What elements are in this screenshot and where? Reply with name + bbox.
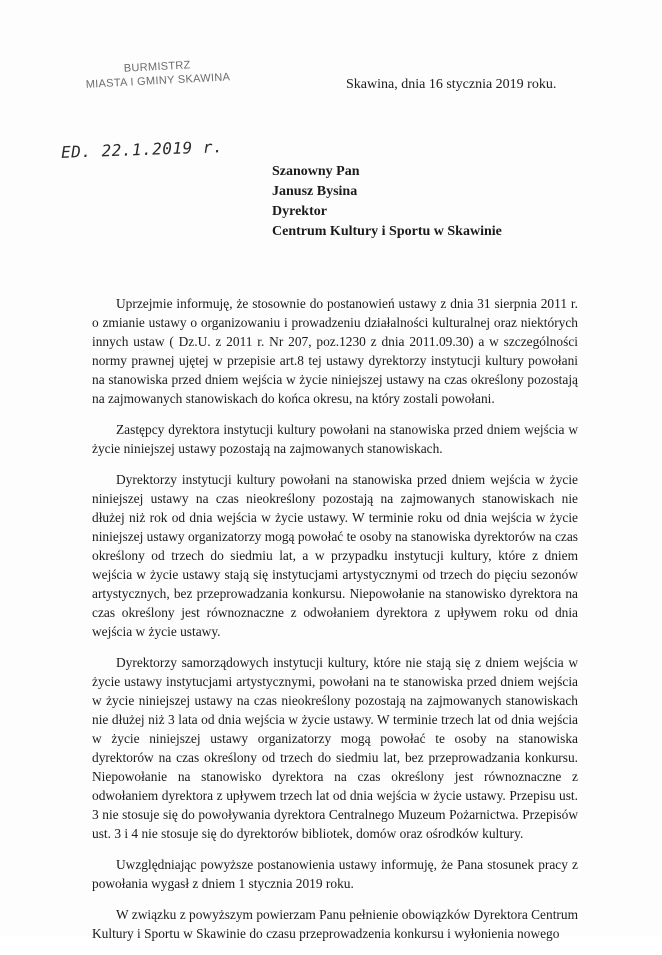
letter-body [92, 294, 578, 955]
paragraph: Zastępcy dyrektora instytucji kultury powołani na stanowiska przed dniem wejścia w życie niniejszej ustawy pozostają na zajmowanych stanowiskach. [92, 422, 578, 456]
addressee-institution: Centrum Kultury i Sportu w Skawinie [272, 224, 502, 239]
paragraph: W związku z powyższym powierzam Panu pełnienie obowiązków Dyrektora Centrum Kultury i Sportu w Skawinie do czasu przeprowadzenia konkursu i wyłonienia nowego [92, 907, 578, 941]
stamp-line-1: BURMISTRZ [123, 59, 191, 75]
paragraph: Uprzejmie informuję, że stosownie do postanowień ustawy z dnia 31 sierpnia 2011 r. o zmianie ustawy o organizowaniu i prowadzeniu działalności kulturalnej oraz niektórych innych ustaw ( Dz.U. z 2011 r. Nr 207, poz.1230 z dnia 2011.09.30) a w szczególności normy prawnej ujętej w przepisie art.8 tej ustawy dyrektorzy instytucji kultury powołani na stanowiska przed dniem wejścia w życie niniejszej ustawy na czas określony pozostają na zajmowanych stanowiskach do końca okresu, na który zostali powołani. [92, 296, 578, 406]
stamp-line-2: MIASTA I GMINY SKAWINA [85, 71, 231, 91]
handwritten-note: ED. 22.1.2019 r. [60, 137, 224, 162]
addressee-salutation: Szanowny Pan [272, 164, 360, 179]
paragraph: Uwzględniając powyższe postanowienia ustawy informuję, że Pana stosunek pracy z powołania wygasł z dniem 1 stycznia 2019 roku. [92, 857, 578, 891]
addressee-block [272, 162, 502, 242]
place-and-date: Skawina, dnia 16 stycznia 2019 roku. [346, 77, 557, 92]
paragraph: Dyrektorzy samorządowych instytucji kultury, które nie stają się z dniem wejścia w życie ustawy instytucjami artystycznymi, powołani na te stanowiska przed dniem wejścia w życie niniejszej ustawy na czas nieokreślony pozostają na zajmowanych stanowiskach nie dłużej niż 3 lata od dnia wejścia w życie ustawy. W terminie trzech lat od dnia wejścia w życie niniejszej ustawy organizatorzy mogą powołać te osoby na stanowiska dyrektorów na czas określony od trzech do siedmiu lat, bez przeprowadzania konkursu. Niepowołanie na stanowisko dyrektora na czas określony jest równoznaczne z odwołaniem dyrektora z upływem trzech lat od dnia wejścia w życie ustawy. Przepisu ust. 3 nie stosuje się do powoływania dyrektora Centralnego Muzeum Pożarnictwa. Przepisów ust. 3 i 4 nie stosuje się do dyrektorów bibliotek, domów oraz ośrodków kultury. [92, 655, 578, 841]
addressee-position: Dyrektor [272, 204, 327, 219]
office-stamp [82, 56, 233, 92]
paragraph: Dyrektorzy instytucji kultury powołani na stanowiska przed dniem wejścia w życie niniejszej ustawy na czas nieokreślony pozostają na zajmowanych stanowiskach nie dłużej niż rok od dnia wejścia w życie ustawy. W terminie roku od dnia wejścia w życie niniejszej ustawy organizatorzy mogą powołać te osoby na stanowiska dyrektorów na czas określony od trzech do siedmiu lat, a w przypadku instytucji kultury, które z dniem wejścia w życie ustawy stają się instytucjami artystycznymi od trzech do pięciu sezonów artystycznych, bez przeprowadzania konkursu. Niepowołanie na stanowisko dyrektora na czas określony jest równoznaczne z odwołaniem dyrektora z upływem roku od dnia wejścia w życie ustawy. [92, 472, 578, 639]
addressee-name: Janusz Bysina [272, 184, 358, 199]
